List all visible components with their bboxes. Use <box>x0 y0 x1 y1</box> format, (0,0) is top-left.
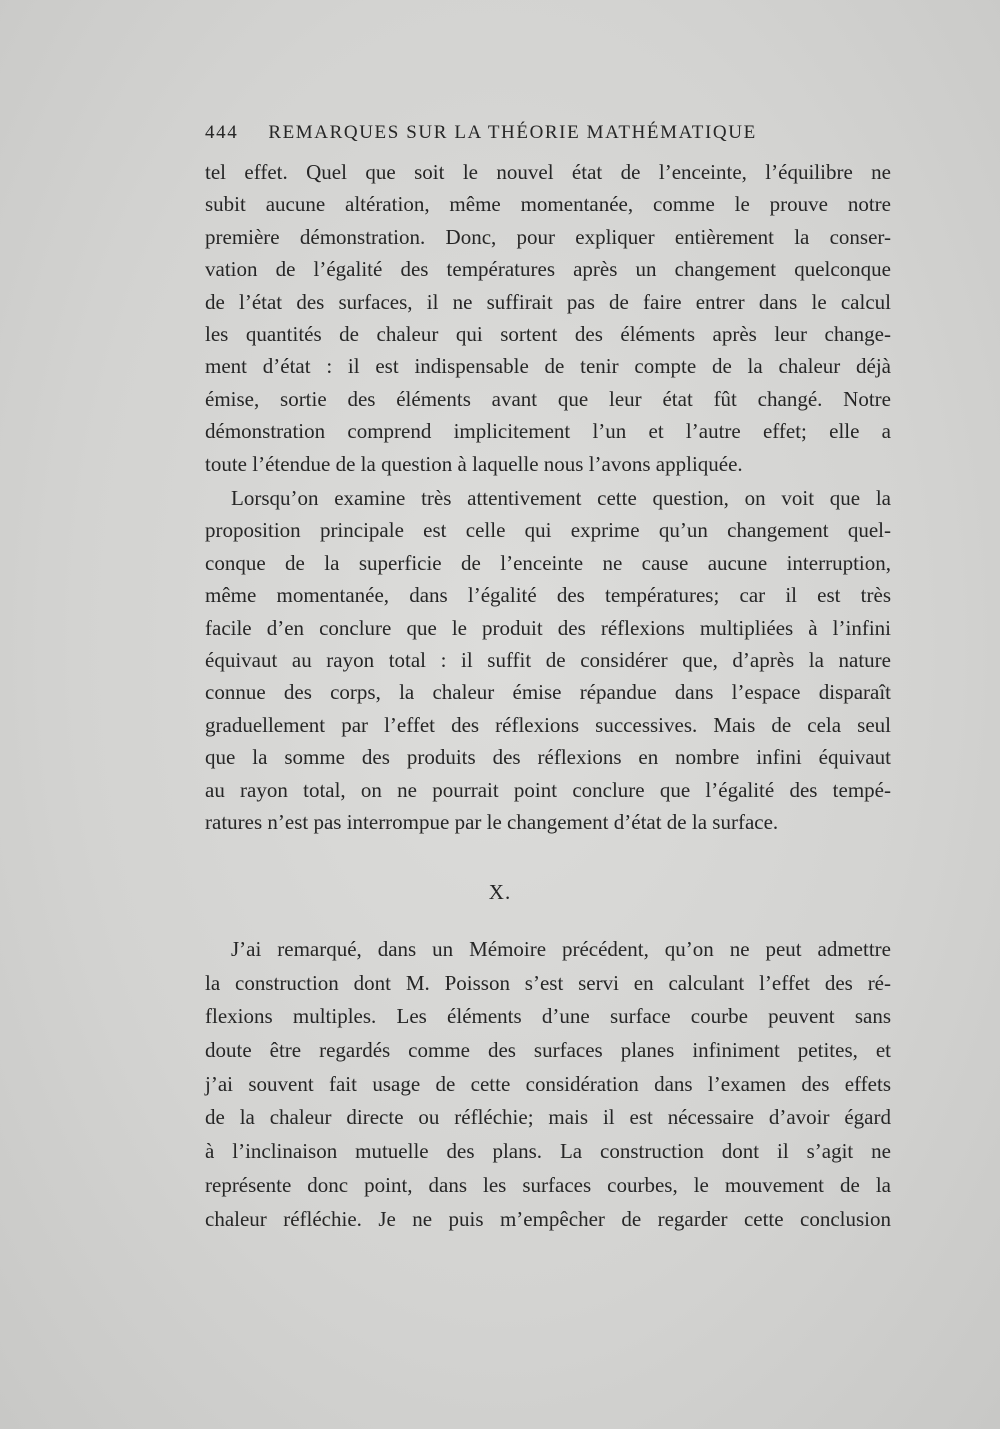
text-line: les quantités de chaleur qui sortent des éléments après leur change- <box>205 321 891 346</box>
text-line: au rayon total, on ne pourrait point conclure que l’égalité des tempé- <box>205 777 891 802</box>
paragraph-continuation <box>205 156 891 480</box>
text-line: flexions multiples. Les éléments d’une surface courbe peuvent sans <box>205 1004 891 1029</box>
text-line: chaleur réfléchie. Je ne puis m’empêcher de regarder cette conclusion <box>205 1206 891 1231</box>
section-heading: X. <box>488 880 512 904</box>
text-line: première démonstration. Donc, pour expliquer entièrement la conser- <box>205 224 891 249</box>
text-line: subit aucune altération, même momentanée, comme le prouve notre <box>205 192 891 217</box>
text-line: à l’inclinaison mutuelle des plans. La construction dont il s’agit ne <box>205 1139 891 1164</box>
text-line: équivaut au rayon total : il suffit de considérer que, d’après la nature <box>205 647 891 672</box>
page-number: 444 <box>205 122 239 143</box>
text-line: tel effet. Quel que soit le nouvel état de l’enceinte, l’équilibre ne <box>205 160 891 184</box>
text-line: démonstration comprend implicitement l’un et l’autre effet; elle a <box>205 419 891 444</box>
text-line: émise, sortie des éléments avant que leur état fût changé. Notre <box>205 386 891 411</box>
text-line: que la somme des produits des réflexions en nombre infini équivaut <box>205 745 891 770</box>
text-line: proposition principale est celle qui exprime qu’un changement quel- <box>205 518 891 543</box>
text-line: ratures n’est pas interrompue par le changement d’état de la surface. <box>205 809 779 834</box>
text-line: toute l’étendue de la question à laquelle nous l’avons appliquée. <box>205 451 743 476</box>
text-line: de la chaleur directe ou réfléchie; mais il est nécessaire d’avoir égard <box>205 1105 891 1130</box>
text-line: même momentanée, dans l’égalité des températures; car il est très <box>205 583 891 608</box>
text-line: la construction dont M. Poisson s’est servi en calculant l’effet des ré- <box>205 970 891 995</box>
text-line: de l’état des surfaces, il ne suffirait pas de faire entrer dans le calcul <box>205 289 891 314</box>
text-line: conque de la superficie de l’enceinte ne cause aucune interruption, <box>205 550 891 575</box>
text-line: graduellement par l’effet des réflexions successives. Mais de cela seul <box>205 712 891 737</box>
running-title: REMARQUES SUR LA THÉORIE MATHÉMATIQUE <box>268 122 757 143</box>
text-line: connue des corps, la chaleur émise répandue dans l’espace disparaît <box>205 680 891 705</box>
text-line: J’ai remarqué, dans un Mémoire précédent, qu’on ne peut admettre <box>231 937 891 961</box>
text-line: Lorsqu’on examine très attentivement cette question, on voit que la <box>231 486 891 510</box>
paragraph-section-x <box>205 933 891 1236</box>
running-header <box>205 122 825 144</box>
paragraph-lorsquon <box>205 482 891 838</box>
text-line: j’ai souvent fait usage de cette considération dans l’examen des effets <box>205 1071 891 1096</box>
text-line: doute être regardés comme des surfaces planes infiniment petites, et <box>205 1038 891 1063</box>
text-line: représente donc point, dans les surfaces courbes, le mouvement de la <box>205 1172 891 1197</box>
text-line: vation de l’égalité des températures après un changement quelconque <box>205 257 891 282</box>
text-line: ment d’état : il est indispensable de tenir compte de la chaleur déjà <box>205 354 891 379</box>
text-line: facile d’en conclure que le produit des réflexions multipliées à l’infini <box>205 615 891 640</box>
